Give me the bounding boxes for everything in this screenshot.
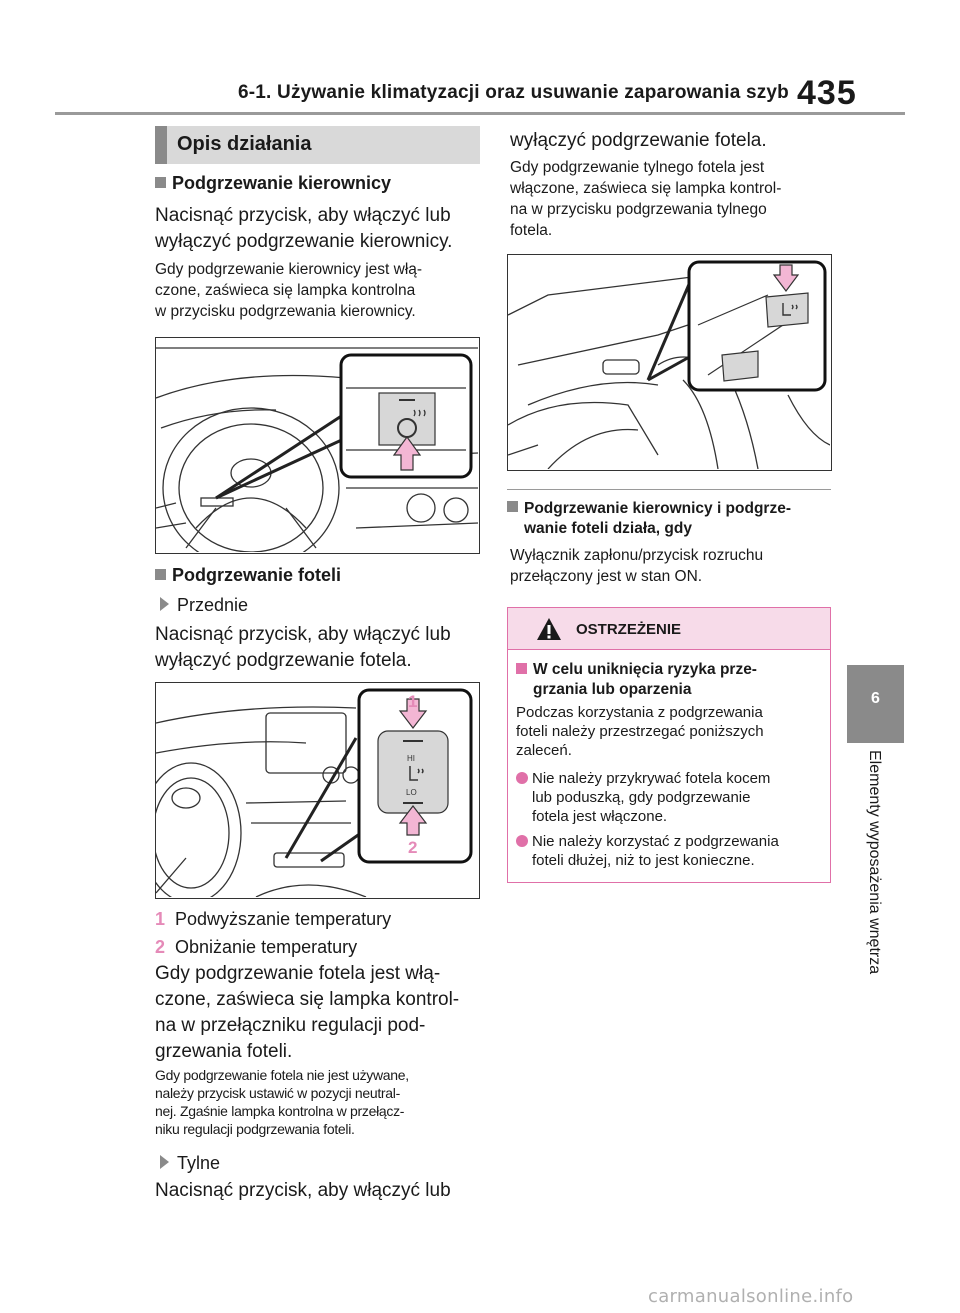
front-seats-instruction: Nacisnąć przycisk, aby włączyć lub wyłączyć podgrzewanie fotela. [155, 624, 451, 671]
rear-seats-label: Tylne [160, 1150, 220, 1176]
header-divider [55, 112, 905, 115]
watermark-text[interactable]: carmanualsonline.info [648, 1286, 854, 1307]
lo-label: LO [406, 788, 417, 797]
square-bullet-icon [155, 569, 166, 580]
rear-seat-heater-illustration [507, 254, 832, 471]
operates-when-text: Wyłącznik zapłonu/przycisk rozruchu przełączony jest w stan ON. [510, 547, 764, 585]
chapter-number: 6 [871, 690, 880, 707]
hi-label: HI [407, 754, 415, 763]
front-seat-heater-illustration [155, 682, 480, 899]
section-divider [507, 489, 831, 490]
rear-seats-instruction-end: wyłączyć podgrzewanie fotela. [510, 130, 767, 151]
warning-icon [536, 617, 562, 641]
seat-heating-heading: Podgrzewanie foteli [155, 565, 341, 586]
callout-1-caption: 1 Podwyższanie temperatury [155, 909, 392, 929]
steering-heating-heading: Podgrzewanie kierownicy [155, 173, 391, 194]
warning-bullet-1: Nie należy przykrywać fotela kocem lub poduszką, gdy podgrzewanie fotela jest włączone. [516, 769, 830, 826]
callout-2-caption: 2 Obniżanie temperatury [155, 937, 358, 957]
page-number: 435 [797, 74, 857, 112]
section-heading: Opis działania [177, 133, 312, 155]
seat-neutral-note: Gdy podgrzewanie fotela nie jest używane, należy przycisk ustawić w pozycji neutral- nej. Zgaśnie lampka kontrolna w przełącz- niku regulacji podgrzewania foteli. [155, 1067, 409, 1137]
operates-when-heading: Podgrzewanie kierownicy i podgrze- wanie foteli działa, gdy [507, 499, 837, 539]
square-bullet-icon [155, 177, 166, 188]
callout-1-label: 1 [408, 692, 418, 711]
square-bullet-icon [516, 663, 527, 674]
steering-note: Gdy podgrzewanie kierownicy jest włą- czone, zaświeca się lampka kontrolna w przycisku podgrzewania kierownicy. [155, 261, 423, 320]
steering-heater-illustration [155, 337, 480, 554]
dot-bullet-icon [516, 835, 528, 847]
warning-box [507, 607, 831, 883]
dot-bullet-icon [516, 772, 528, 784]
rear-seats-instruction-start: Nacisnąć przycisk, aby włączyć lub [155, 1180, 451, 1201]
front-seats-label: Przednie [160, 592, 248, 618]
triangle-bullet-icon [160, 1155, 169, 1169]
chapter-title: Elementy wyposażenia wnętrza [866, 750, 883, 975]
seat-indicator-info: Gdy podgrzewanie fotela jest włą- czone, zaświeca się lampka kontrol- na w przełączniku regulacji pod- grzewania foteli. [155, 963, 460, 1062]
warning-paragraph: Podczas korzystania z podgrzewania foteli należy przestrzegać poniższych zaleceń. [516, 704, 764, 759]
running-header-title: 6-1. Używanie klimatyzacji oraz usuwanie zaparowania szyb [238, 82, 789, 103]
warning-subheading: W celu uniknięcia ryzyka prze- grzania lub oparzenia [516, 660, 826, 700]
square-bullet-icon [507, 501, 518, 512]
warning-header [508, 608, 830, 650]
rear-seat-note: Gdy podgrzewanie tylnego fotela jest włączone, zaświeca się lampka kontrol- na w przycisku podgrzewania tylnego fotela. [510, 159, 782, 239]
triangle-bullet-icon [160, 597, 169, 611]
section-heading-box [155, 126, 480, 164]
callout-2-label: 2 [408, 838, 418, 857]
warning-title: OSTRZEŻENIE [576, 621, 682, 638]
steering-instruction: Nacisnąć przycisk, aby włączyć lub wyłączyć podgrzewanie kierownicy. [155, 205, 453, 252]
warning-bullet-2: Nie należy korzystać z podgrzewania foteli dłużej, niż to jest konieczne. [516, 832, 830, 870]
